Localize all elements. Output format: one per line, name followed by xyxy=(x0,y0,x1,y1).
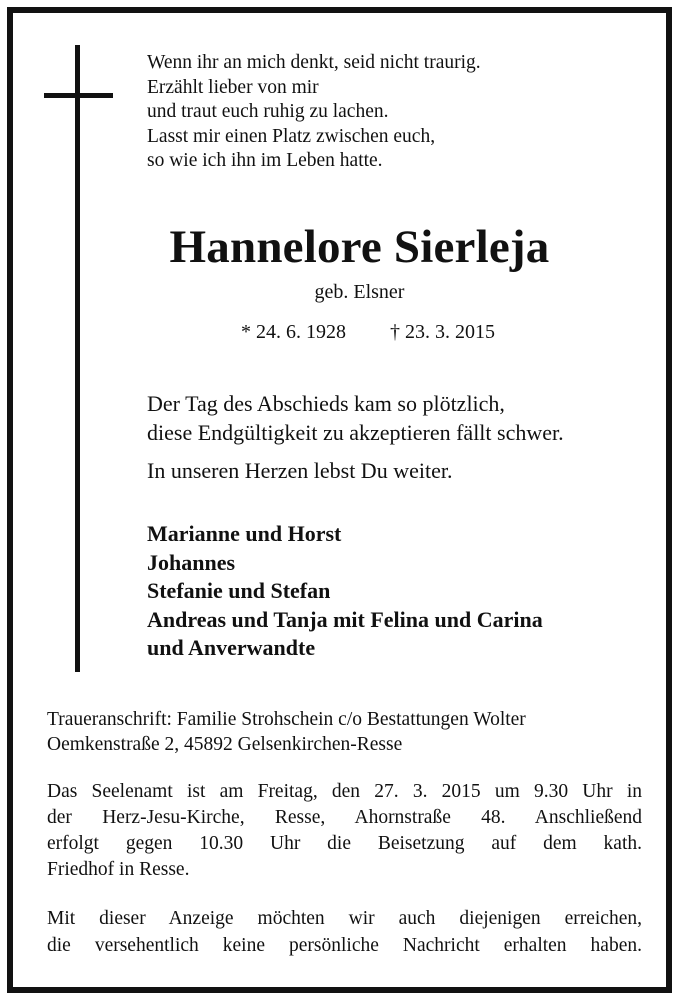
obituary-notice xyxy=(7,7,672,993)
birth-date: * 24. 6. 1928 xyxy=(241,321,346,343)
closing-line: Mit dieser Anzeige möchten wir auch diejenigen erreichen, xyxy=(47,908,642,929)
address-line: Oemkenstraße 2, 45892 Gelsenkirchen-Resse xyxy=(47,734,403,755)
service-line: Friedhof in Resse. xyxy=(47,859,190,880)
service-line: der Herz-Jesu-Kirche, Resse, Ahornstraße 48. Anschließend xyxy=(47,807,642,828)
farewell-line: Der Tag des Abschieds kam so plötzlich, xyxy=(147,391,505,416)
poem-line: so wie ich ihn im Leben hatte. xyxy=(147,150,383,171)
deceased-name: Hannelore Sierleja xyxy=(169,221,550,273)
death-date: † 23. 3. 2015 xyxy=(390,321,495,343)
poem-line: Erzählt lieber von mir xyxy=(147,76,319,98)
farewell-text xyxy=(147,389,564,447)
farewell-line: diese Endgültigkeit zu akzeptieren fällt schwer. xyxy=(147,420,564,445)
poem-line: und traut euch ruhig zu lachen. xyxy=(147,101,389,122)
poem-line: Lasst mir einen Platz zwischen euch, xyxy=(147,125,436,147)
maiden-name: geb. Elsner xyxy=(314,281,405,303)
mourner: Johannes xyxy=(147,549,236,575)
cross-icon xyxy=(75,45,80,672)
mourning-address xyxy=(47,707,526,757)
address-line: Traueranschrift: Familie Strohschein c/o Bestattungen Wolter xyxy=(47,709,526,730)
mourners-list xyxy=(147,520,543,663)
mourner: und Anverwandte xyxy=(147,635,316,660)
poem xyxy=(147,51,481,174)
closing-note xyxy=(47,906,642,959)
service-line: Das Seelenamt ist am Freitag, den 27. 3. 2015 um 9.30 Uhr in xyxy=(47,781,642,802)
closing-line: die versehentlich keine persönliche Nachricht erhalten haben. xyxy=(47,934,642,956)
cross-icon-bar xyxy=(44,93,113,98)
poem-line: Wenn ihr an mich denkt, seid nicht traurig. xyxy=(147,52,481,73)
service-line: erfolgt gegen 10.30 Uhr die Beisetzung auf dem kath. xyxy=(47,833,642,854)
heart-line: In unseren Herzen lebst Du weiter. xyxy=(147,458,453,483)
mourner: Marianne und Horst xyxy=(147,521,342,546)
service-info xyxy=(47,779,642,883)
life-dates xyxy=(241,319,495,345)
mourner: Stefanie und Stefan xyxy=(147,578,331,603)
mourner: Andreas und Tanja mit Felina und Carina xyxy=(147,606,543,632)
